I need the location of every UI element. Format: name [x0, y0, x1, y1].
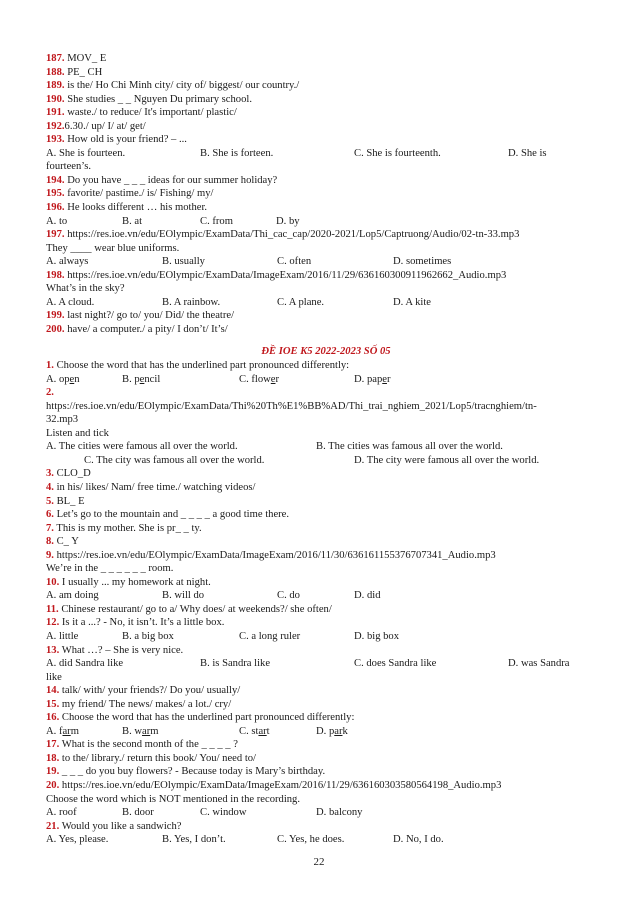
question-number: 199.: [46, 310, 65, 322]
question-text: Do you have _ _ _ ideas for our summer holiday?: [64, 174, 278, 186]
option-d: D. The city were famous all over the world.: [354, 454, 540, 466]
question-text: talk/ with/ your friends?/ Do you/ usually/: [59, 685, 241, 697]
question-196-options: [46, 215, 606, 229]
question-number: 189.: [46, 80, 65, 92]
question-188: [46, 66, 606, 80]
question-2-options-ab: [46, 440, 606, 454]
option-c: C. often: [277, 256, 312, 268]
question-text: We’re in the _ _ _ _ _ _ room.: [46, 563, 174, 575]
question-193: [46, 133, 606, 147]
question-number: 194.: [46, 174, 65, 186]
question-number: 2.: [46, 387, 54, 399]
question-text: Choose the word which is NOT mentioned in the recording.: [46, 793, 301, 805]
question-text: 6.30./ up/ I/ at/ get/: [64, 120, 146, 132]
question-194: [46, 174, 606, 188]
question-7: [46, 522, 606, 536]
question-21-options: [46, 833, 606, 847]
question-10-options: [46, 589, 606, 603]
question-200: [46, 323, 606, 337]
question-21: [46, 820, 606, 834]
question-14: [46, 684, 606, 698]
option-c: C. from: [200, 215, 233, 227]
question-text: He looks different … his mother.: [64, 202, 208, 214]
option-b: B. A rainbow.: [162, 296, 221, 308]
question-197-options: [46, 255, 606, 269]
option-b: B. pencil: [122, 373, 161, 385]
question-number: 193.: [46, 134, 65, 146]
question-197: [46, 228, 606, 242]
question-number: 8.: [46, 536, 54, 548]
question-number: 190.: [46, 93, 65, 105]
question-12-options: [46, 630, 606, 644]
question-number: 20.: [46, 779, 60, 791]
page-number: 22: [313, 856, 325, 868]
question-190: [46, 93, 606, 107]
audio-link[interactable]: https://res.ioe.vn/edu/EOlympic/ExamData/ImageExam/2016/11/29/636160303580564198_Audio.mp3: [59, 779, 502, 791]
question-number: 188.: [46, 66, 65, 78]
option-d: D. No, I do.: [393, 834, 444, 846]
question-number: 15.: [46, 698, 60, 710]
question-number: 192.: [46, 120, 65, 132]
option-c: C. window: [200, 807, 247, 819]
option-c: C. Yes, he does.: [277, 834, 345, 846]
question-text: my friend/ The news/ makes/ a lot./ cry/: [59, 698, 232, 710]
question-number: 16.: [46, 712, 60, 724]
question-text: They ____ wear blue uniforms.: [46, 242, 180, 254]
option-b: B. at: [122, 215, 143, 227]
question-12: [46, 616, 606, 630]
option-a: A. am doing: [46, 590, 99, 602]
question-text: favorite/ pastime./ is/ Fishing/ my/: [64, 188, 214, 200]
option-c: C. The city was famous all over the world.: [84, 454, 265, 466]
question-number: 197.: [46, 229, 65, 241]
question-text: waste./ to reduce/ It's important/ plastic/: [64, 107, 237, 119]
option-a: A. to: [46, 215, 68, 227]
question-number: 1.: [46, 360, 54, 372]
option-b: B. usually: [162, 256, 205, 268]
question-text: I usually ... my homework at night.: [59, 576, 211, 588]
option-a: A. open: [46, 373, 80, 385]
question-number: 6.: [46, 509, 54, 521]
option-a: A. always: [46, 256, 89, 268]
question-4: [46, 481, 606, 495]
question-number: 19.: [46, 766, 60, 778]
option-continuation: like: [46, 671, 62, 683]
question-number: 10.: [46, 576, 60, 588]
question-number: 198.: [46, 269, 65, 281]
question-6: [46, 508, 606, 522]
option-d: D. balcony: [316, 807, 363, 819]
audio-link[interactable]: https://res.ioe.vn/edu/EOlympic/ExamData/Thi%20Th%E1%BB%AD/Thi_trai_nghiem_2021/Lop5/tracnghiem/tn-: [46, 400, 537, 412]
question-text: What’s in the sky?: [46, 283, 125, 295]
question-text: BL_ E: [53, 495, 85, 507]
option-a: A. roof: [46, 807, 77, 819]
question-number: 3.: [46, 468, 54, 480]
option-d: D. paper: [354, 373, 391, 385]
option-a: A. She is fourteen.: [46, 147, 126, 159]
question-number: 9.: [46, 549, 54, 561]
question-number: 191.: [46, 107, 65, 119]
audio-link[interactable]: https://res.ioe.vn/edu/EOlympic/ExamData/ImageExam/2016/11/30/636161155376707341_Audio.mp3: [53, 549, 496, 561]
question-187: [46, 52, 606, 66]
question-text: Chinese restaurant/ go to a/ Why does/ at weekends?/ she often/: [58, 603, 332, 615]
question-text: Choose the word that has the underlined part pronounced differently:: [59, 712, 355, 724]
option-b: B. door: [122, 807, 154, 819]
question-13-options: [46, 657, 606, 671]
option-c: C. does Sandra like: [354, 658, 437, 670]
option-c: C. A plane.: [277, 296, 325, 308]
option-a: A. Yes, please.: [46, 834, 109, 846]
option-b: B. Yes, I don’t.: [162, 834, 226, 846]
question-text: have/ a computer./ a pity/ I don’t/ It’s/: [64, 323, 228, 335]
option-b: B. warm: [122, 725, 159, 737]
question-number: 187.: [46, 53, 65, 64]
option-d: D. by: [276, 215, 300, 227]
section-title: ĐỀ IOE K5 2022-2023 SỐ 05: [261, 346, 391, 358]
option-a: A. did Sandra like: [46, 658, 124, 670]
question-2: [46, 386, 606, 400]
question-18: [46, 752, 606, 766]
question-192: [46, 120, 606, 134]
option-d: D. was Sandra: [508, 658, 570, 670]
audio-link[interactable]: https://res.ioe.vn/edu/EOlympic/ExamData/ImageExam/2016/11/29/636160300911962662_Audio.mp3: [64, 269, 507, 281]
question-number: 13.: [46, 644, 60, 656]
question-text: How old is your friend? – ...: [64, 134, 187, 146]
question-number: 12.: [46, 617, 60, 629]
question-number: 14.: [46, 685, 60, 697]
option-b: B. is Sandra like: [200, 658, 271, 670]
question-193-options: [46, 147, 606, 161]
question-number: 5.: [46, 495, 54, 507]
question-11: [46, 603, 606, 617]
option-c: C. do: [277, 590, 300, 602]
question-text: _ _ _ do you buy flowers? - Because today is Mary’s birthday.: [59, 766, 326, 778]
question-number: 18.: [46, 752, 60, 764]
option-b: B. a big box: [122, 630, 174, 642]
question-20: [46, 779, 606, 793]
question-number: 11.: [46, 603, 59, 615]
question-text: last night?/ go to/ you/ Did/ the theatre/: [64, 310, 235, 322]
option-c: C. She is fourteenth.: [354, 147, 441, 159]
question-number: 17.: [46, 739, 60, 751]
question-text: to the/ library./ return this book/ You/ need to/: [59, 752, 256, 764]
question-number: 196.: [46, 202, 65, 214]
question-3: [46, 467, 606, 481]
question-text: PE_ CH: [64, 66, 103, 78]
option-b: B. The cities was famous all over the world.: [316, 441, 503, 453]
question-8: [46, 535, 606, 549]
option-a: A. A cloud.: [46, 296, 95, 308]
question-number: 4.: [46, 481, 54, 493]
question-text: Let’s go to the mountain and _ _ _ _ a good time there.: [53, 509, 290, 521]
option-a: A. farm: [46, 725, 79, 737]
document-page: [46, 52, 606, 847]
option-c: C. start: [239, 725, 270, 737]
question-number: 21.: [46, 820, 60, 832]
question-198-options: [46, 296, 606, 310]
option-d: D. big box: [354, 630, 400, 642]
question-16-options: [46, 725, 606, 739]
question-2-options-cd: [46, 454, 606, 468]
option-a: A. The cities were famous all over the world.: [46, 441, 238, 453]
question-1-options: [46, 373, 606, 387]
question-13: [46, 644, 606, 658]
option-d: D. She is: [508, 147, 547, 159]
question-text: is the/ Ho Chi Minh city/ city of/ biggest/ our country./: [64, 80, 300, 92]
question-10: [46, 576, 606, 590]
question-5: [46, 495, 606, 509]
question-196: [46, 201, 606, 215]
question-text: CLO_D: [53, 468, 91, 480]
question-19: [46, 765, 606, 779]
question-text: C_ Y: [53, 536, 79, 548]
question-195: [46, 187, 606, 201]
option-b: B. She is forteen.: [200, 147, 274, 159]
question-text: in his/ likes/ Nam/ free time./ watching videos/: [53, 481, 256, 493]
option-c: C. a long ruler: [239, 630, 301, 642]
question-1: [46, 359, 606, 373]
question-number: 7.: [46, 522, 54, 534]
question-9: [46, 549, 606, 563]
option-d: D. A kite: [393, 296, 431, 308]
question-number: 195.: [46, 188, 65, 200]
option-b: B. will do: [162, 590, 205, 602]
audio-link[interactable]: https://res.ioe.vn/edu/EOlympic/ExamData/Thi_cac_cap/2020-2021/Lop5/Captruong/Audio/02-tn-33.mp3: [64, 229, 520, 241]
option-d: D. sometimes: [393, 256, 452, 268]
question-text: This is my mother. She is pr_ _ ty.: [53, 522, 202, 534]
question-text: Listen and tick: [46, 427, 109, 439]
option-a: A. little: [46, 630, 79, 642]
question-number: 200.: [46, 323, 65, 335]
option-d: D. park: [316, 725, 348, 737]
question-text: Choose the word that has the underlined part pronounced differently:: [53, 360, 350, 372]
question-191: [46, 106, 606, 120]
question-text: What is the second month of the _ _ _ _ ?: [59, 739, 238, 751]
audio-link-continuation[interactable]: 32.mp3: [46, 414, 79, 426]
question-text: MOV_ E: [64, 53, 107, 64]
option-d: D. did: [354, 590, 381, 602]
question-15: [46, 698, 606, 712]
question-189: [46, 79, 606, 93]
option-c: C. flower: [239, 373, 280, 385]
question-199: [46, 309, 606, 323]
question-16: [46, 711, 606, 725]
question-20-options: [46, 806, 606, 820]
question-text: What …? – She is very nice.: [59, 644, 184, 656]
question-198: [46, 269, 606, 283]
option-continuation: fourteen’s.: [46, 161, 92, 173]
question-text: She studies _ _ Nguyen Du primary school.: [64, 93, 252, 105]
question-17: [46, 738, 606, 752]
question-text: Is it a ...? - No, it isn’t. It’s a little box.: [59, 617, 225, 629]
question-text: Would you like a sandwich?: [59, 820, 182, 832]
